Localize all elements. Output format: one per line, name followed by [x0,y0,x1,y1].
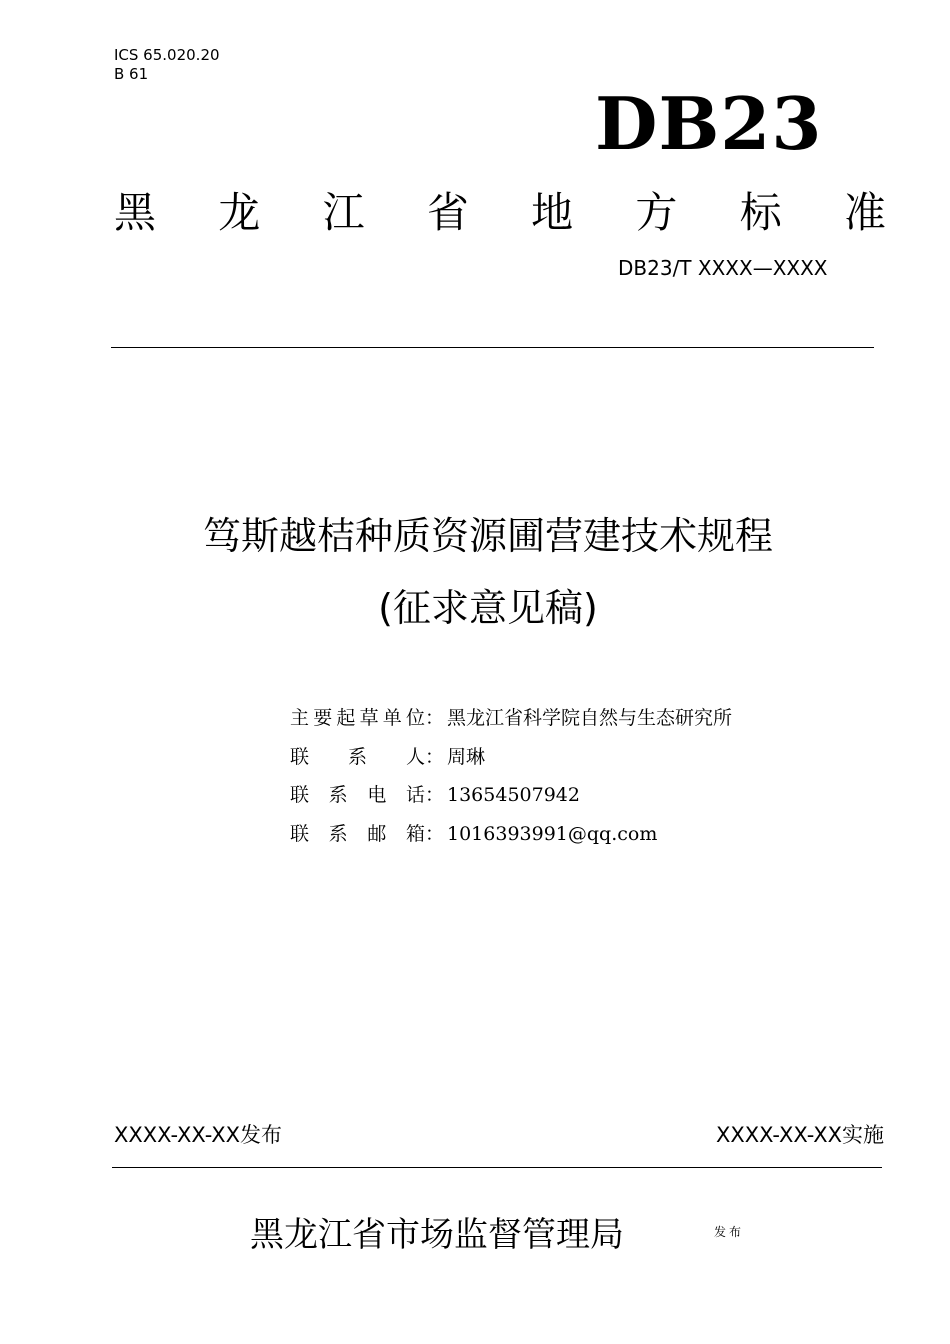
contact-label [290,781,425,820]
label-char: 箱 [405,822,425,845]
contact-row-phone [290,781,732,820]
contact-colon: ： [425,784,445,806]
standard-logo: DB23 [595,81,823,166]
contact-colon: ： [425,745,445,768]
standard-type-char: 方 [635,188,678,237]
publish-word: 发布 [714,1225,745,1239]
standard-number: DB23/T XXXX—XXXX [618,256,828,280]
standard-type-char: 龙 [218,188,261,237]
label-char: 系 [328,784,348,806]
standard-type-char: 省 [426,188,469,237]
label-char: 话 [405,784,425,806]
label-char: 要 [313,707,333,729]
label-char: 联 [290,745,310,768]
standard-type-char: 标 [739,188,782,237]
contact-label [290,820,425,859]
standard-type-char: 地 [531,188,574,237]
contact-row-person [290,743,732,782]
contact-info [290,704,732,858]
standard-type-char: 黑 [114,188,157,237]
label-char: 位 [405,707,425,729]
standard-type-char: 江 [322,188,365,237]
implement-date: XXXX-XX-XX实施 [715,1123,884,1147]
label-char: 联 [290,784,310,806]
standard-type [114,188,886,238]
contact-label [290,704,425,743]
contact-row-drafting-unit [290,704,732,743]
contact-colon: ： [425,822,445,845]
contact-value: 1016393991@qq.com [447,822,658,845]
ccs-code: B 61 [114,65,149,83]
label-char: 起 [336,707,356,729]
ics-code-block [114,46,220,84]
publisher-name: 黑龙江省市场监督管理局 [250,1215,624,1255]
contact-value: 黑龙江省科学院自然与生态研究所 [447,707,733,729]
document-subtitle: (征求意见稿) [378,586,598,630]
contact-row-email [290,820,732,859]
label-char: 主 [290,707,310,729]
contact-colon: ： [425,707,445,729]
publish-date: XXXX-XX-XX发布 [114,1123,283,1147]
contact-value: 13654507942 [447,784,580,806]
label-char: 邮 [367,822,387,845]
label-char: 系 [347,745,367,768]
ics-code: ICS 65.020.20 [114,46,220,64]
label-char: 草 [359,707,379,729]
label-char: 联 [290,822,310,845]
footer-divider [112,1167,882,1168]
standard-type-char: 准 [843,188,886,237]
header-divider [111,347,874,348]
label-char: 电 [367,784,387,806]
contact-value: 周琳 [447,745,486,768]
contact-label [290,743,425,782]
label-char: 系 [328,822,348,845]
label-char: 单 [382,707,402,729]
document-title: 笃斯越桔种质资源圃营建技术规程 [202,514,773,558]
label-char: 人 [405,745,425,768]
